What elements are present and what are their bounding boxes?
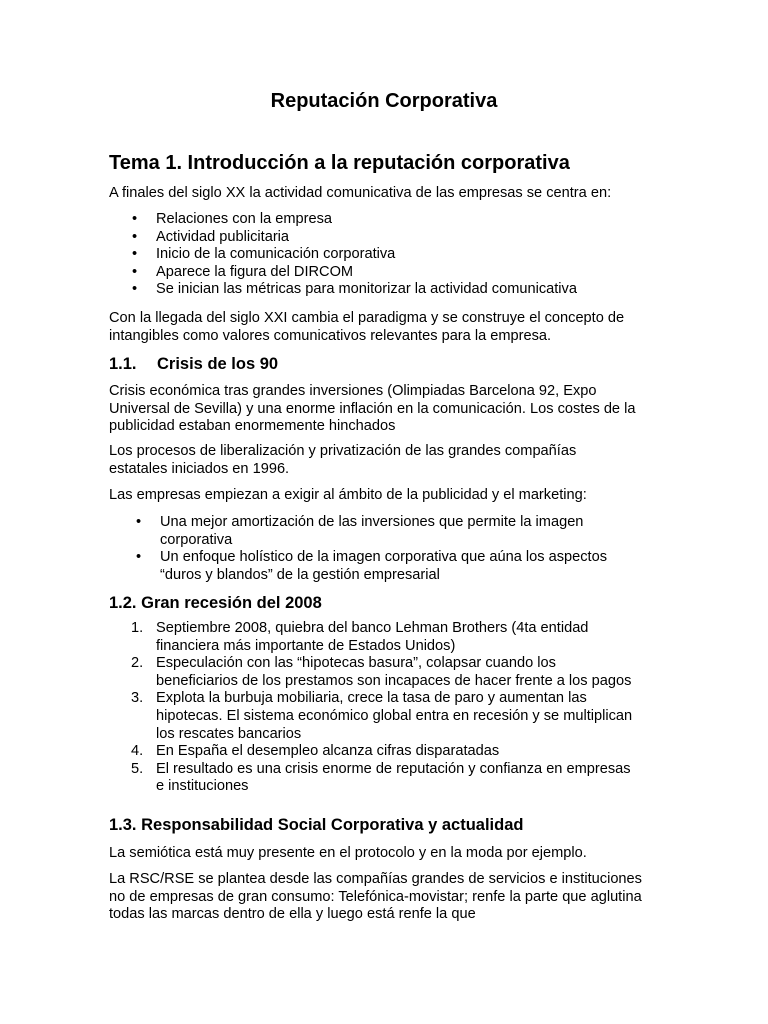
- list-number: 2.: [131, 655, 144, 672]
- bullet-icon: •: [132, 263, 138, 280]
- section-1-1-paragraph-3: Las empresas empiezan a exigir al ámbito de la publicidad y el marketing:: [109, 487, 587, 503]
- bullet-icon: •: [136, 549, 142, 566]
- list-item: 3. Explota la burbuja mobiliaria, crece la tasa de paro y aumentan las hipotecas. El sistema económico global entra en recesión y se multiplican los rescates bancarios: [131, 690, 633, 742]
- section-1-1-bullet-list: [136, 514, 650, 584]
- list-item: • Un enfoque holístico de la imagen corporativa que aúna los aspectos “duros y blandos” de la gestión empresarial: [136, 549, 608, 583]
- section-1-2-heading: 1.2. Gran recesión del 2008: [109, 594, 322, 612]
- section-1-1-paragraph-1: Crisis económica tras grandes inversiones (Olimpiadas Barcelona 92, Expo Universal de Sevilla) y una enorme inflación en la comunicación. Los costes de la publicidad estaban enormemente hinchados: [109, 383, 636, 435]
- section-1-3-paragraph-1: La semiótica está muy presente en el protocolo y en la moda por ejemplo.: [109, 845, 587, 861]
- section-1-2-numbered-list: [131, 620, 636, 796]
- list-number: 5.: [131, 760, 144, 777]
- tema-1-heading: Tema 1. Introducción a la reputación corporativa: [109, 152, 570, 174]
- bullet-icon: •: [132, 281, 138, 298]
- section-1-3-paragraph-2: La RSC/RSE se plantea desde las compañías grandes de servicios e instituciones no de empresas de gran consumo: Telefónica-movistar; renfe la parte que aglutina todas las marcas dentro de ella y luego está renfe la que: [109, 871, 642, 923]
- tema-1-intro: A finales del siglo XX la actividad comunicativa de las empresas se centra en:: [109, 185, 612, 201]
- bullet-icon: •: [132, 228, 138, 245]
- page-title: Reputación Corporativa: [270, 90, 498, 112]
- bullet-icon: •: [132, 211, 138, 227]
- list-item: 4. En España el desempleo alcanza cifras disparatadas: [131, 743, 500, 760]
- section-title: Crisis de los 90: [157, 355, 279, 373]
- list-item: • Una mejor amortización de las inversiones que permite la imagen corporativa: [136, 514, 584, 548]
- tema-1-paragraph: Con la llegada del siglo XXI cambia el paradigma y se construye el concepto de intangibles como valores comunicativos relevantes para la empresa.: [109, 310, 625, 344]
- list-item: • Relaciones con la empresa: [132, 211, 333, 227]
- list-item: • Inicio de la comunicación corporativa: [132, 246, 396, 263]
- list-number: 1.: [131, 620, 144, 636]
- tema-1-bullet-list: [132, 211, 656, 299]
- list-item: 2. Especulación con las “hipotecas basura”, colapsar cuando los beneficiarios de los prestamos son incapaces de hacer frente a los pagos: [131, 655, 632, 689]
- bullet-icon: •: [136, 514, 142, 530]
- list-number: 3.: [131, 690, 144, 707]
- section-number: 1.1.: [109, 355, 137, 373]
- section-1-3-heading: 1.3. Responsabilidad Social Corporativa y actualidad: [109, 816, 524, 834]
- section-1-1-paragraph-2: Los procesos de liberalización y privatización de las grandes compañías estatales iniciados en 1996.: [109, 443, 577, 477]
- list-item: • Se inician las métricas para monitorizar la actividad comunicativa: [132, 281, 577, 298]
- list-item: • Actividad publicitaria: [132, 228, 290, 245]
- section-1-1-heading: [109, 354, 659, 375]
- list-item: • Aparece la figura del DIRCOM: [132, 263, 354, 280]
- bullet-icon: •: [132, 246, 138, 263]
- list-item: 5. El resultado es una crisis enorme de reputación y confianza en empresas e instituciones: [131, 760, 631, 795]
- list-item: 1. Septiembre 2008, quiebra del banco Lehman Brothers (4ta entidad financiera más importante de Estados Unidos): [131, 620, 589, 654]
- list-number: 4.: [131, 743, 144, 760]
